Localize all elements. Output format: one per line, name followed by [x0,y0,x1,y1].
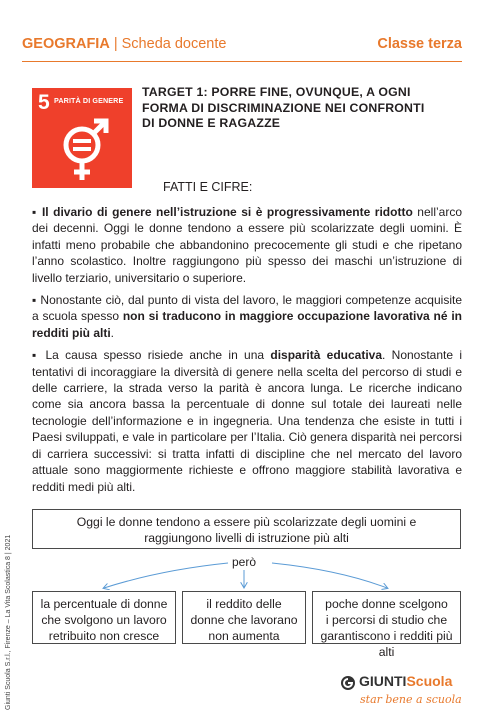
diagram-box-study-choice [312,591,461,659]
top-box-line: Oggi le donne tendono a essere più scolarizzate degli uomini e [76,515,417,529]
credit-text: Giunti Scuola S.r.l., Firenze – La Vita Scolastica 8 | 2021 [5,534,12,710]
sdg-title: PARITÀ DI GENERE [54,96,124,105]
header-separator: | [109,36,122,52]
box-line: la percentuale di donne [40,597,168,611]
p1-rest: nell’arco dei decenni. Oggi le donne tendono a essere più scolarizzate degli uomini. È infatti meno probabile che abbandonino precocemente gli studi e che ripetano l’anno scolastico. Inoltre raggiungono più spesso dei maschi un’istruzione di livello terziario, universitario o superiore. [32,205,462,285]
box-line: poche donne scelgono [325,597,448,611]
p2-start: ▪ Nonostante ciò, dal punto di vista del lavoro, le maggiori competenze acquisite a scuola spesso [32,293,462,324]
target-line: TARGET 1: PORRE FINE, OVUNQUE, A OGNI [142,85,411,99]
box-line: retribuito non cresce [48,629,160,643]
p1-lead: ▪ Il divario di genere nell’istruzione si è progressivamente ridotto [32,205,413,219]
box-line: i percorsi di studio che [325,613,448,627]
giunti-logo-icon [340,675,356,691]
p2-bold: non si traducono in maggiore occupazione lavorativa né in redditi più alti [32,309,462,340]
arrow-left [104,563,228,588]
top-box-line: raggiungono livelli di istruzione più alti [144,531,349,545]
box-line: il reddito delle [206,597,282,611]
logo-tagline: star bene a scuola [360,693,462,706]
target-line: FORMA DI DISCRIMINAZIONE NEI CONFRONTI [142,100,425,115]
logo-wordmark [359,673,452,689]
brand-part2: Scuola [406,673,453,689]
box-line: garantiscono i redditi più alti [320,629,453,659]
box-line: non aumenta [208,629,280,643]
p3-start: ▪ La causa spesso risiede anche in una [32,348,271,363]
p3-rest: . Nonostante i tentativi di incoraggiare la diversità di genere nella scelta del percorso di studi e delle carriere, la strada verso la parità è ancora lunga. Le ricerche indicano come sia ancora bassa la percentuale di donne sul totale dei laureati nelle tecnologie dell’informazione e in ingegneria. Una tendenza che esiste in tutti i Paesi sviluppati, e vale in particolare per l’Italia. Ciò genera disparità nei percorsi di carriera successivi: si tratta infatti di discipline che nel mercato del lavoro attuale sono maggiormente richieste e offrono maggiore stabilità lavorativa e redditi medi più alti. [32,348,462,494]
brand-part1: GIUNTI [359,673,407,689]
diagram-box-income [182,591,306,644]
class-label: Classe terza [377,36,462,52]
p2-end: . [110,325,115,340]
arrow-right [272,563,387,588]
credit-sidebar [5,534,13,710]
box-line: che svolgono un lavoro [41,613,167,627]
facts-heading: FATTI E CIFRE: [163,180,253,194]
section-label: Scheda docente [121,36,227,52]
diagram-box-employment [32,591,176,644]
box-line: donne che lavorano [190,613,298,627]
target-line: DI DONNE E RAGAZZE [142,116,281,131]
p3-bold: disparità educativa [270,348,383,363]
connector-label: però [232,555,257,569]
giunti-scuola-logo [340,673,470,713]
sdg-number: 5 [38,91,50,114]
subject-label: GEOGRAFIA [22,36,110,52]
